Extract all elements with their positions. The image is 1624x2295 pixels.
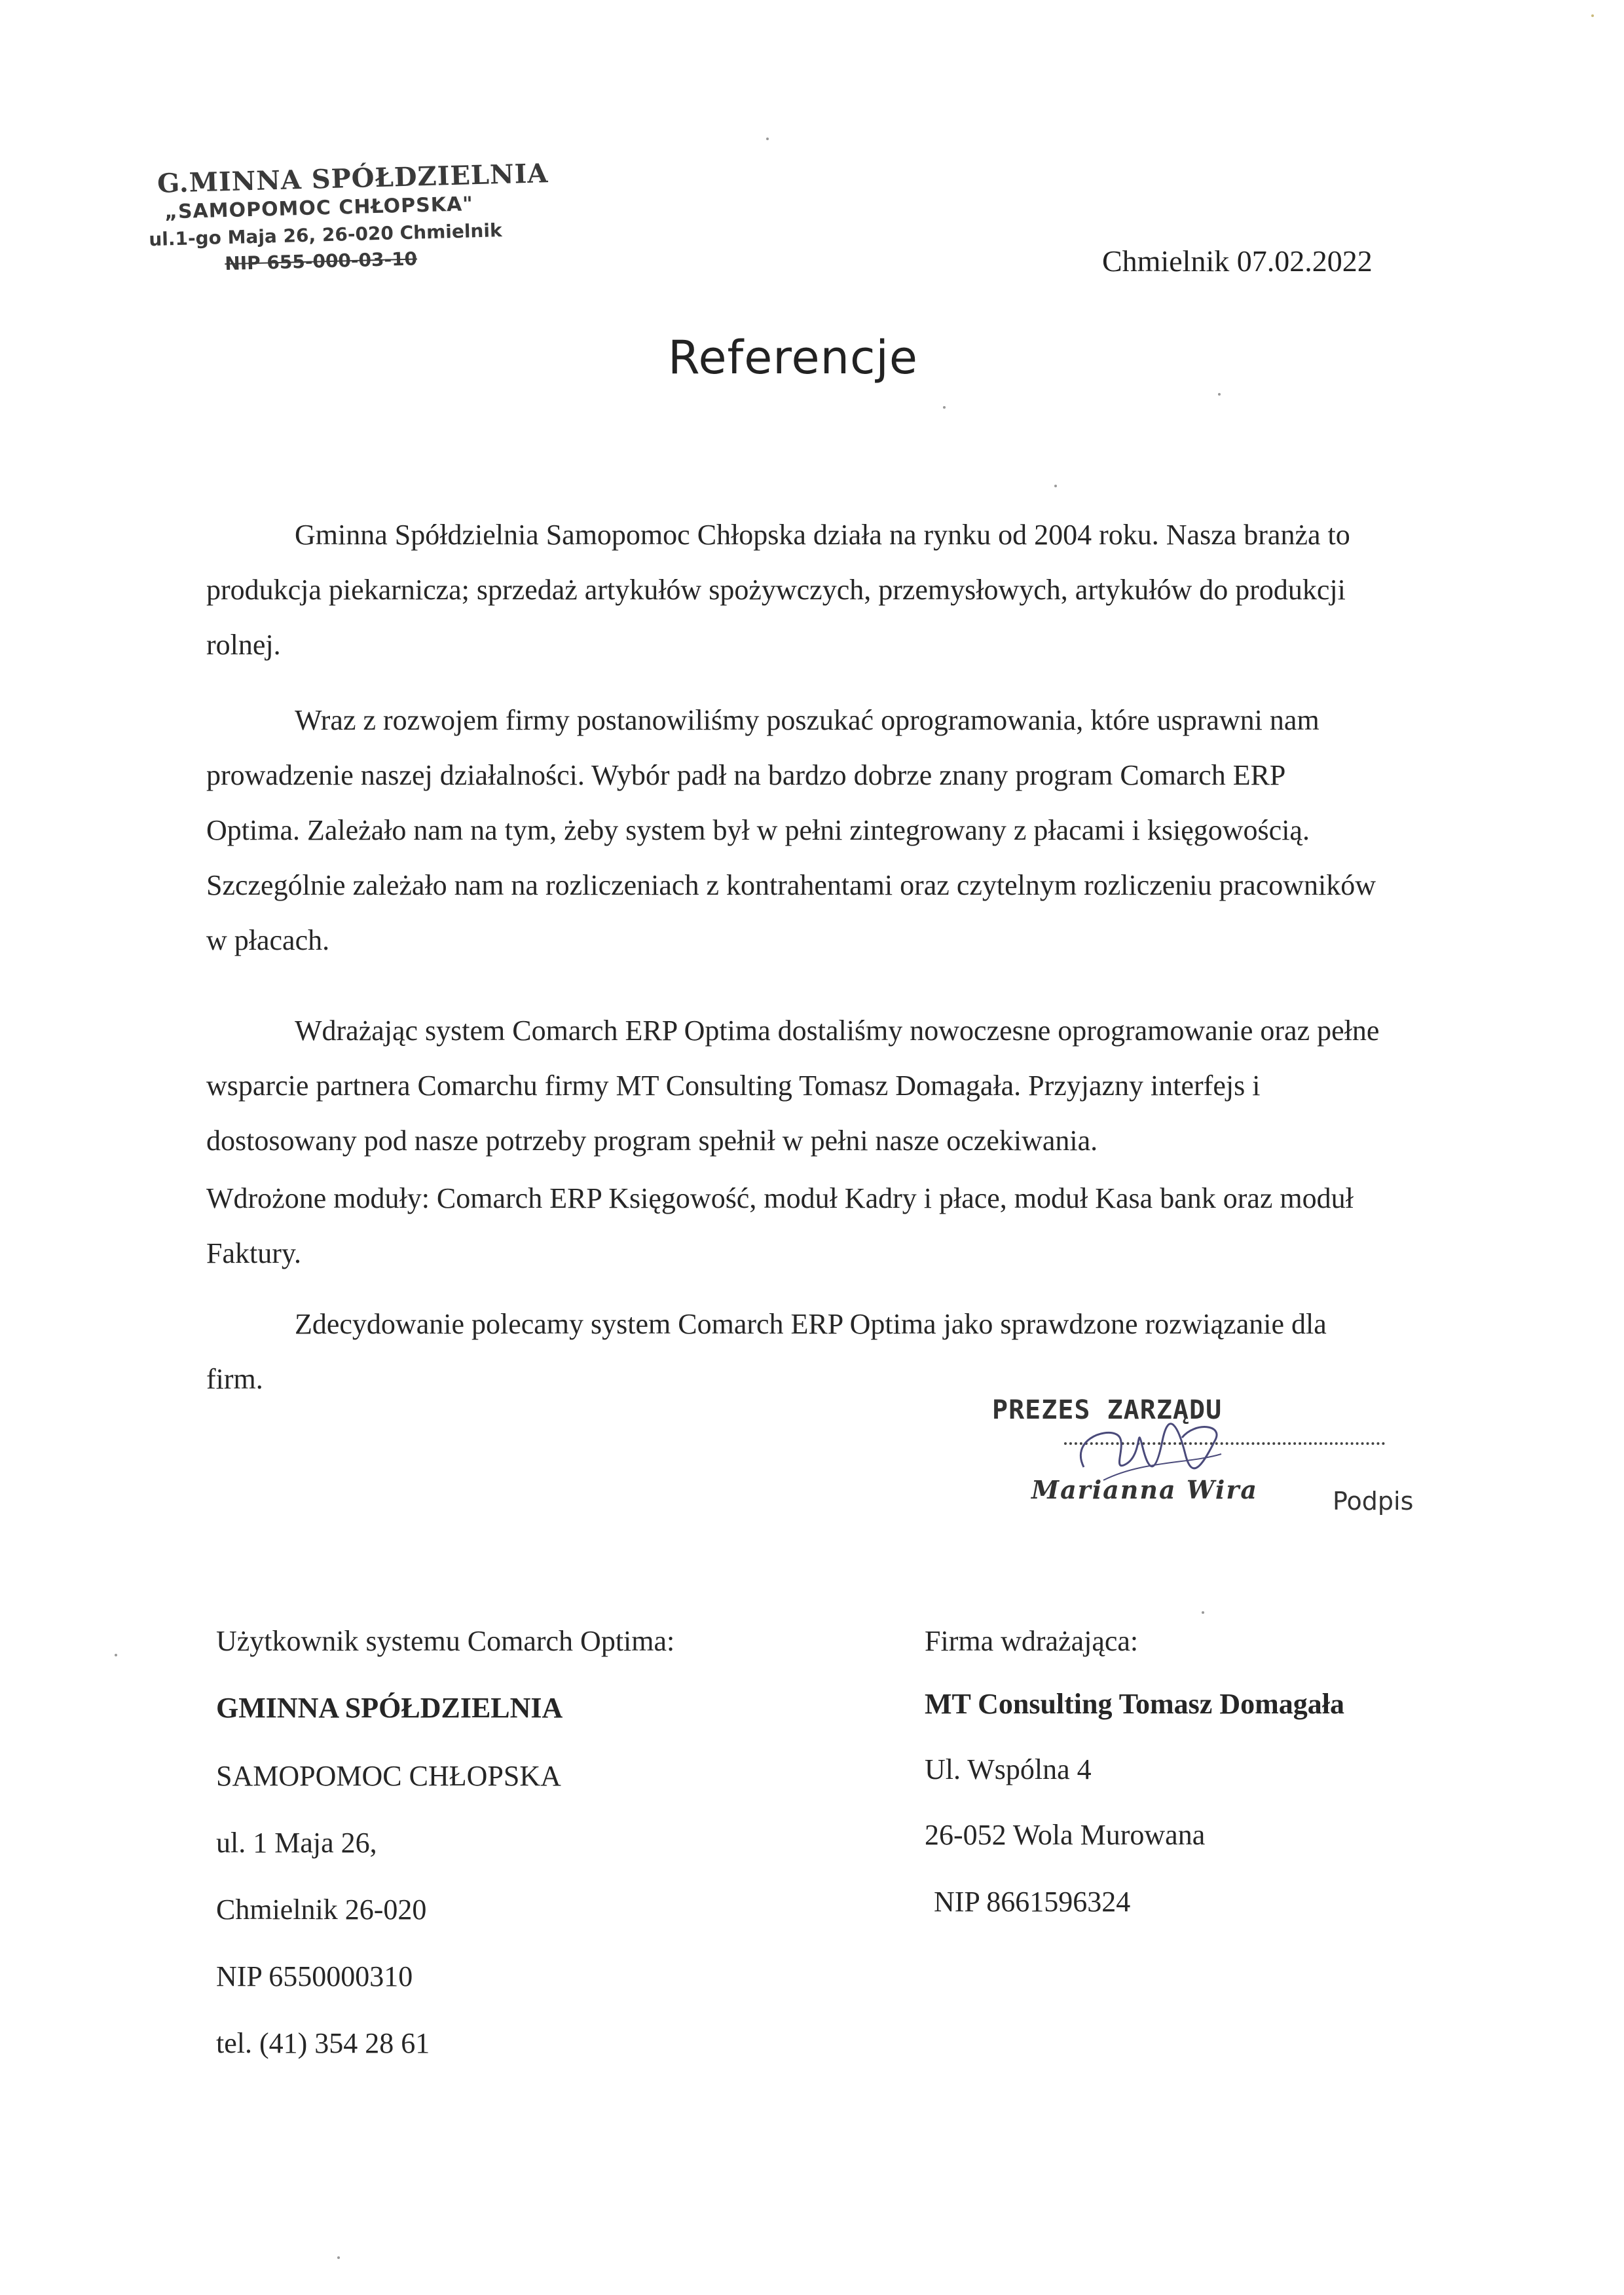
implementer-heading: Firma wdrażająca:: [925, 1625, 1139, 1657]
paragraph-2-text: Wraz z rozwojem firmy postanowiliśmy poszukać oprogramowania, które usprawni nam prowadzenie naszej działalności. Wybór padł na bardzo dobrze znany program Comarch ERP Optima. Zależało nam na tym, żeby system był w pełni zintegrowany z płacami i księgowością. Szczególnie zależało nam na rozliczeniach z kontrahentami oraz czytelnym rozliczeniu pracowników w płacach.: [206, 704, 1376, 956]
paragraph-5-text: Zdecydowanie polecamy system Comarch ERP Optima jako sprawdzone rozwiązanie dla firm.: [206, 1308, 1327, 1395]
client-city: Chmielnik 26-020: [216, 1894, 427, 1926]
implementer-details: [925, 1624, 1514, 1919]
client-phone: tel. (41) 354 28 61: [216, 2027, 430, 2059]
scan-speck: [766, 138, 769, 140]
client-street: ul. 1 Maja 26,: [216, 1827, 377, 1859]
client-heading: Użytkownik systemu Comarch Optima:: [216, 1625, 675, 1657]
scan-speck: [943, 406, 946, 409]
client-nip: NIP 6550000310: [216, 1960, 413, 1992]
implementer-city: 26-052 Wola Murowana: [925, 1819, 1206, 1851]
implementer-nip: NIP 8661596324: [934, 1886, 1131, 1918]
stamp-line-4: NIP 655-000-03-10: [224, 248, 418, 275]
paragraph-modules: [206, 1171, 1385, 1281]
scan-speck: [1218, 393, 1221, 396]
implementer-company: MT Consulting Tomasz Domagała: [925, 1688, 1344, 1720]
scan-speck: [1054, 485, 1057, 487]
stamp-line-3: ul.1-go Maja 26, 26-020 Chmielnik: [148, 219, 503, 251]
scan-speck: [115, 1654, 117, 1656]
paragraph-1-text: Gminna Spółdzielnia Samopomoc Chłopska działa na rynku od 2004 roku. Nasza branża to produkcja piekarnicza; sprzedaż artykułów spożywczych, przemysłowych, artykułów do produkcji rolnej.: [206, 519, 1350, 661]
signature-title: PREZES ZARZĄDU: [992, 1395, 1223, 1425]
paragraph-4-text: Wdrożone moduły: Comarch ERP Księgowość, moduł Kadry i płace, moduł Kasa bank oraz moduł Faktury.: [206, 1182, 1354, 1269]
scan-speck: [1202, 1611, 1204, 1614]
company-stamp: [143, 158, 549, 300]
stamp-line-2: „SAMOPOMOC CHŁOPSKA": [164, 193, 474, 224]
scan-speck: [1591, 14, 1594, 17]
signature-label: Podpis: [1333, 1487, 1414, 1516]
paragraph-3-text: Wdrażając system Comarch ERP Optima dostaliśmy nowoczesne oprogramowanie oraz pełne wsparcie partnera Comarchu firmy MT Consulting Tomasz Domagała. Przyjazny interfejs i dostosowany pod nasze potrzeby program spełnił w pełni nasze oczekiwania.: [206, 1015, 1380, 1157]
signatory-name: Marianna Wira: [1031, 1475, 1258, 1504]
scan-speck: [337, 2256, 340, 2259]
document-date: Chmielnik 07.02.2022: [1102, 244, 1373, 278]
paragraph-intro: [206, 508, 1385, 673]
paragraph-implementation: [206, 1003, 1385, 1168]
stamp-line-1: G.MINNA SPÓŁDZIELNIA: [157, 158, 549, 199]
client-company-line-1: GMINNA SPÓŁDZIELNIA: [216, 1692, 563, 1724]
document-title: Referencje: [668, 331, 918, 384]
client-company-line-2: SAMOPOMOC CHŁOPSKA: [216, 1760, 561, 1792]
client-details: [216, 1624, 805, 2083]
implementer-street: Ul. Wspólna 4: [925, 1753, 1092, 1785]
paragraph-software-choice: [206, 693, 1385, 968]
paragraph-recommendation: [206, 1297, 1385, 1407]
